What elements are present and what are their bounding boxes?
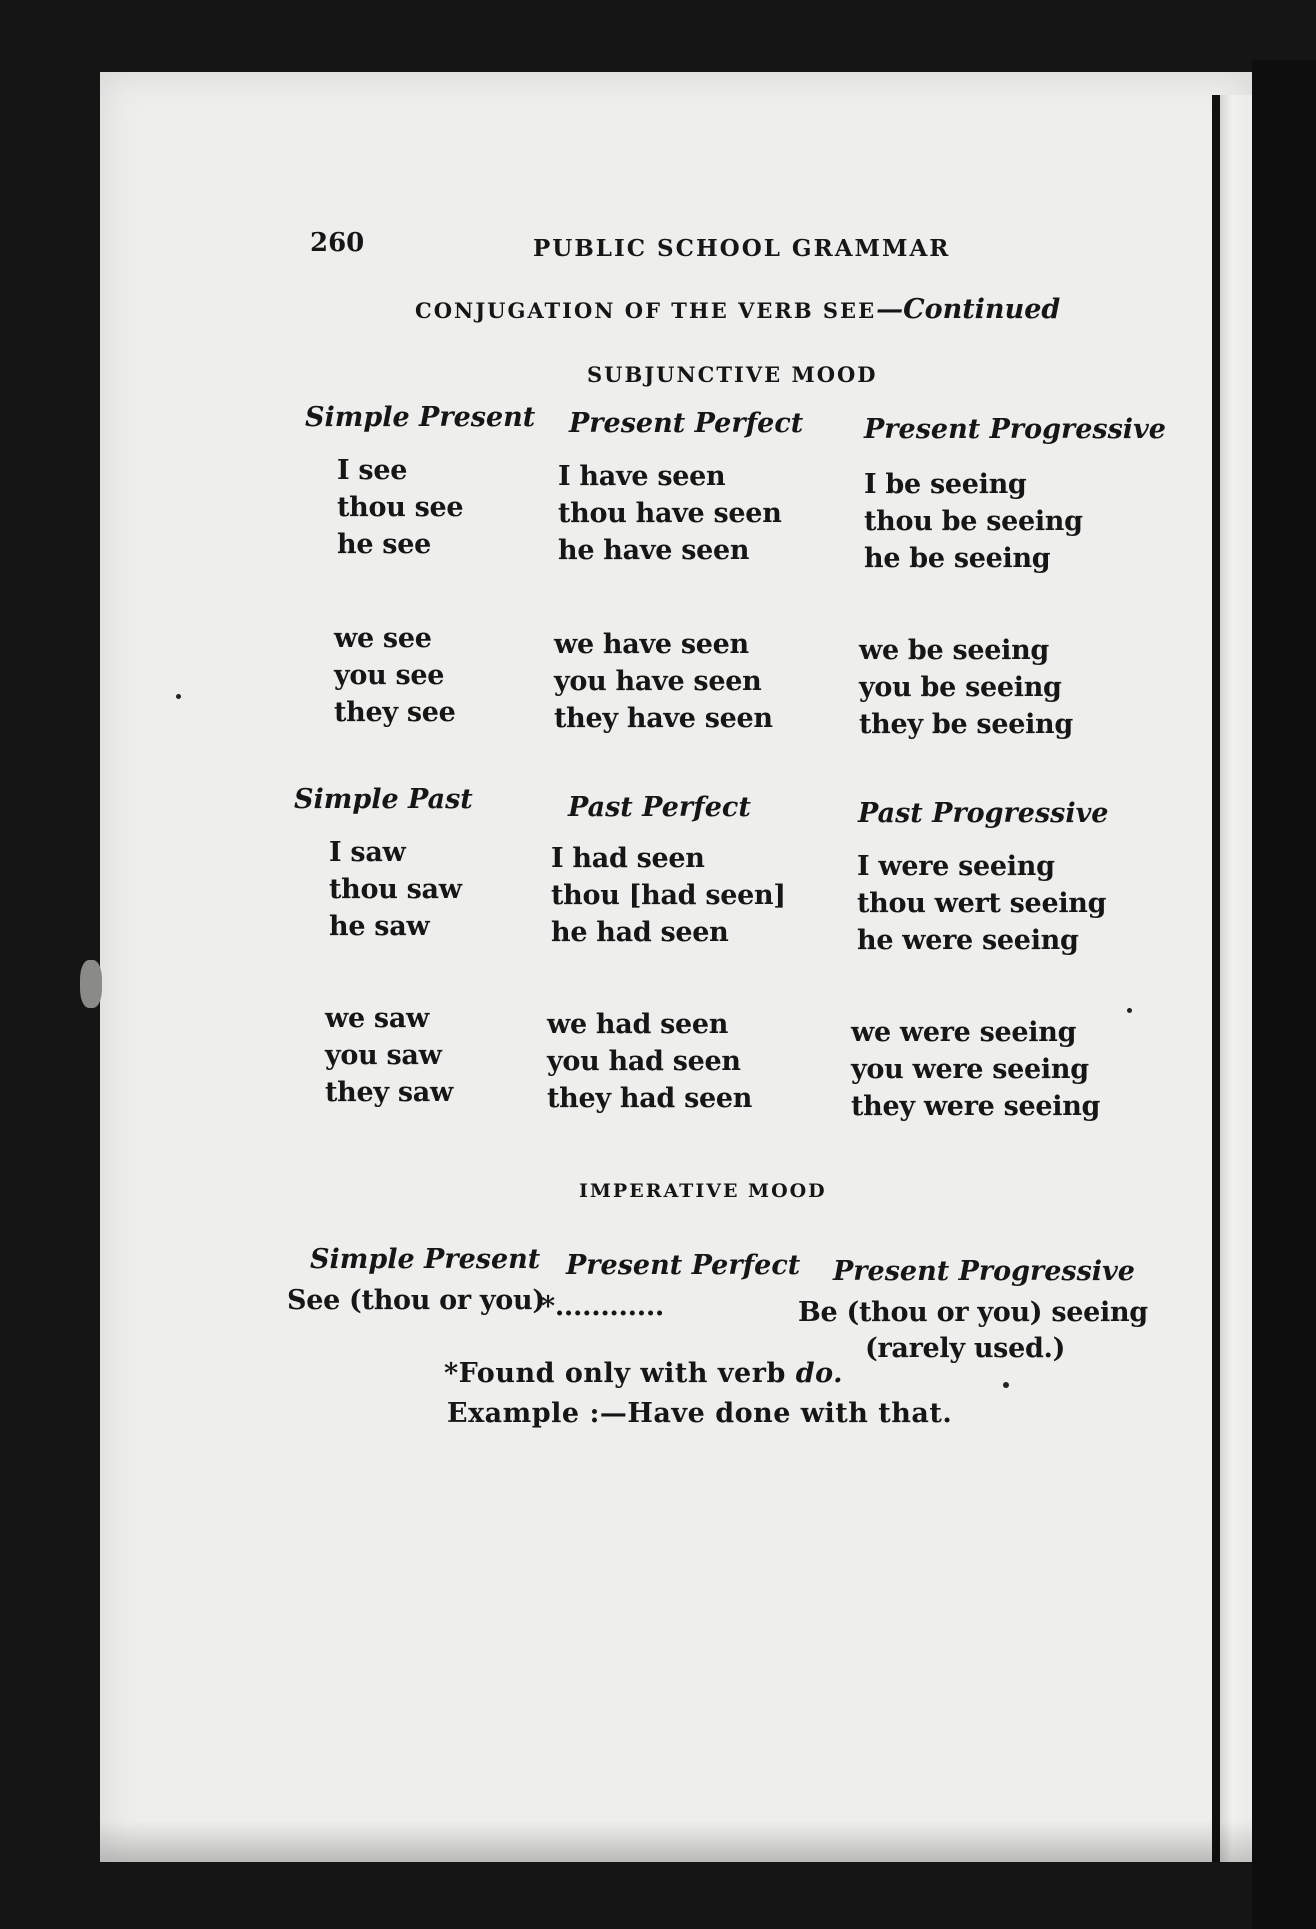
imperative-value-present-perfect: *............	[541, 1291, 665, 1322]
imperative-heading-present-perfect: Present Perfect	[566, 1250, 801, 1281]
footnote-line-1: *Found only with verb do.	[444, 1358, 844, 1389]
footnote-line-2: Example :—Have done with that.	[447, 1398, 953, 1429]
conjugation-cell: we see you see they see	[334, 623, 456, 728]
speck	[176, 694, 181, 699]
speck	[1003, 1382, 1009, 1388]
heading-simple-present: Simple Present	[305, 402, 536, 433]
conjugation-cell: I have seen thou have seen he have seen	[558, 461, 782, 566]
scan-border	[1252, 60, 1316, 1929]
conjugation-cell: we were seeing you were seeing they were seeing	[851, 1017, 1101, 1122]
conjugation-cell: we had seen you had seen they had seen	[547, 1009, 753, 1114]
conjugation-cell: we be seeing you be seeing they be seeing	[859, 635, 1073, 740]
heading-present-perfect: Present Perfect	[569, 408, 804, 439]
heading-present-progressive: Present Progressive	[864, 414, 1166, 445]
conjugation-cell: I be seeing thou be seeing he be seeing	[864, 469, 1083, 574]
book-page	[100, 72, 1252, 1862]
imperative-heading-present-progressive: Present Progressive	[833, 1256, 1135, 1287]
heading-simple-past: Simple Past	[294, 784, 473, 815]
imperative-value-simple-present: See (thou or you)	[287, 1285, 545, 1316]
page-bottom-shadow	[100, 1820, 1252, 1862]
speck	[1127, 1008, 1132, 1013]
conjugation-cell: I see thou see he see	[337, 455, 464, 560]
section-title-continued: —Continued	[876, 294, 1061, 325]
conjugation-cell: I were seeing thou wert seeing he were seeing	[857, 851, 1107, 956]
conjugation-cell: I saw thou saw he saw	[329, 837, 462, 942]
conjugation-cell: we have seen you have seen they have seen	[554, 629, 773, 734]
imperative-heading-simple-present: Simple Present	[310, 1244, 541, 1275]
heading-past-progressive: Past Progressive	[858, 798, 1109, 829]
imperative-mood-title: IMPERATIVE MOOD	[579, 1180, 827, 1202]
heading-past-perfect: Past Perfect	[568, 792, 751, 823]
subjunctive-mood-title: SUBJUNCTIVE MOOD	[587, 362, 878, 387]
running-head: PUBLIC SCHOOL GRAMMAR	[533, 235, 951, 262]
section-title-main: CONJUGATION OF THE VERB SEE	[415, 298, 877, 323]
conjugation-cell: we saw you saw they saw	[325, 1003, 453, 1108]
conjugation-cell: I had seen thou [had seen] he had seen	[551, 843, 786, 948]
section-title	[415, 294, 1060, 325]
imperative-note: (rarely used.)	[865, 1333, 1066, 1364]
torn-edge-mark	[80, 960, 102, 1008]
page-number: 260	[310, 228, 365, 258]
imperative-value-present-progressive: Be (thou or you) seeing	[798, 1297, 1148, 1328]
